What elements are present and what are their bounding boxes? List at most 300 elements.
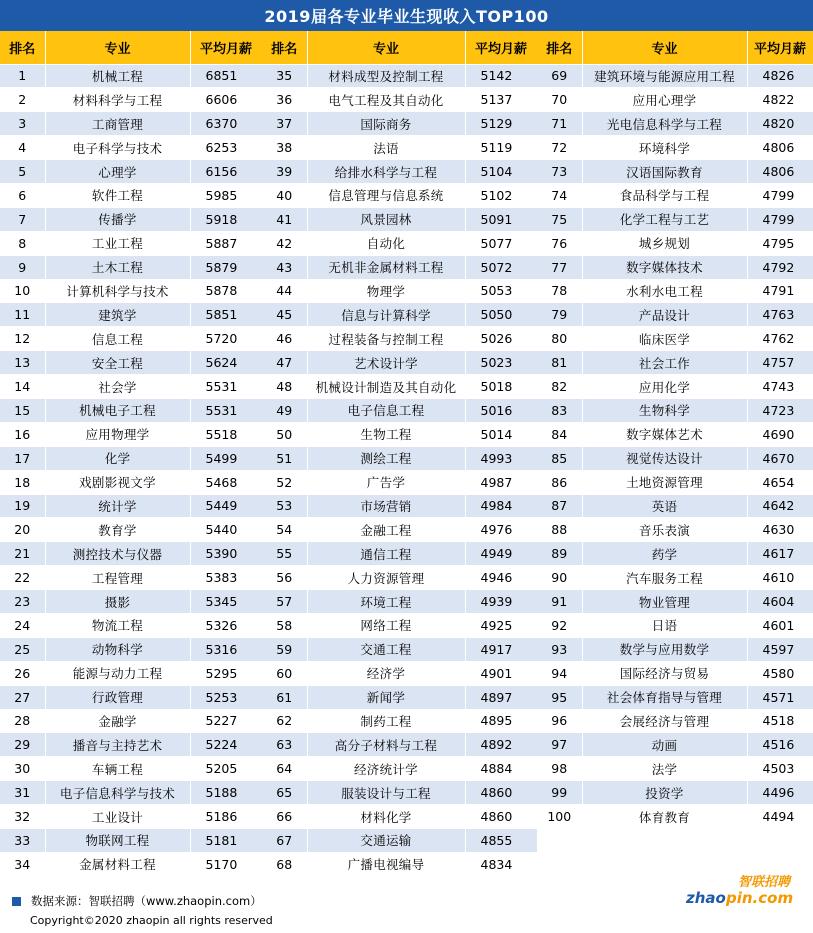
table-row [0,327,262,351]
cell-major: 车辆工程 [45,757,190,781]
table-row [0,852,262,876]
table-row [537,518,813,542]
cell-rank: 44 [262,279,307,303]
cell-rank: 14 [0,375,45,399]
cell-rank: 41 [262,207,307,231]
table-row [0,88,262,112]
cell-major: 给排水科学与工程 [307,160,465,184]
cell-major: 机械设计制造及其自动化 [307,375,465,399]
cell-major: 会展经济与管理 [582,709,747,733]
cell-major: 制药工程 [307,709,465,733]
table-row [537,183,813,207]
cell-salary: 5345 [190,590,262,614]
cell-rank: 72 [537,136,582,160]
cell-major: 社会学 [45,375,190,399]
cell-salary: 5224 [190,733,262,757]
cell-rank: 68 [262,852,307,876]
cell-rank: 76 [537,231,582,255]
cell-major: 体育教育 [582,805,747,829]
cell-salary: 4949 [465,542,537,566]
cell-rank: 96 [537,709,582,733]
cell-major: 投资学 [582,781,747,805]
salary-table-col-2 [262,31,538,877]
cell-rank: 73 [537,160,582,184]
cell-salary: 5181 [190,829,262,853]
cell-salary: 5091 [465,207,537,231]
table-row [0,279,262,303]
cell-rank: 74 [537,183,582,207]
cell-rank: 88 [537,518,582,542]
cell-major: 播音与主持艺术 [45,733,190,757]
table-row [0,112,262,136]
cell-major: 物联网工程 [45,829,190,853]
cell-salary: 5016 [465,398,537,422]
table-row [0,590,262,614]
cell-rank: 87 [537,494,582,518]
cell-major: 服装设计与工程 [307,781,465,805]
table-row [537,255,813,279]
cell-major: 日语 [582,613,747,637]
table-row [0,64,262,88]
data-source [12,893,262,909]
cell-rank: 67 [262,829,307,853]
cell-major: 计算机科学与技术 [45,279,190,303]
cell-major: 英语 [582,494,747,518]
cell-major: 电子科学与技术 [45,136,190,160]
cell-rank: 63 [262,733,307,757]
table-row [262,685,537,709]
cell-rank: 20 [0,518,45,542]
cell-major: 无机非金属材料工程 [307,255,465,279]
cell-salary: 4925 [465,613,537,637]
cell-rank: 32 [0,805,45,829]
table-row [0,470,262,494]
table-row [537,494,813,518]
cell-salary: 4494 [747,805,813,829]
cell-rank: 4 [0,136,45,160]
table-row [262,757,537,781]
cell-major: 交通工程 [307,637,465,661]
table-row [262,637,537,661]
cell-rank: 13 [0,351,45,375]
cell-salary: 5170 [190,852,262,876]
source-text: 数据来源：智联招聘（www.zhaopin.com） [31,894,262,908]
cell-salary: 5879 [190,255,262,279]
cell-salary: 4799 [747,207,813,231]
table-row [537,470,813,494]
cell-major: 物流工程 [45,613,190,637]
cell-major: 摄影 [45,590,190,614]
table-row [537,160,813,184]
cell-salary: 5053 [465,279,537,303]
table-row [262,64,537,88]
table-row [537,64,813,88]
table-row [262,255,537,279]
cell-rank: 89 [537,542,582,566]
table-row [262,160,537,184]
cell-major: 数学与应用数学 [582,637,747,661]
table-row [262,446,537,470]
cell-major: 工业设计 [45,805,190,829]
cell-rank: 36 [262,88,307,112]
cell-salary: 4743 [747,375,813,399]
cell-major: 教育学 [45,518,190,542]
cell-rank: 27 [0,685,45,709]
cell-salary: 5077 [465,231,537,255]
table-row [0,494,262,518]
cell-salary: 4901 [465,661,537,685]
cell-rank: 51 [262,446,307,470]
cell-rank: 58 [262,613,307,637]
cell-salary: 4834 [465,852,537,876]
table-row [0,160,262,184]
cell-major: 信息管理与信息系统 [307,183,465,207]
cell-salary: 5104 [465,160,537,184]
table-row [537,303,813,327]
cell-major: 行政管理 [45,685,190,709]
cell-rank: 48 [262,375,307,399]
cell-salary: 5518 [190,422,262,446]
cell-salary: 5316 [190,637,262,661]
table-row [537,398,813,422]
header-salary: 平均月薪 [747,31,813,64]
cell-major: 自动化 [307,231,465,255]
cell-salary: 5326 [190,613,262,637]
table-row [537,637,813,661]
table-row [0,829,262,853]
cell-salary: 4723 [747,398,813,422]
cell-major: 音乐表演 [582,518,747,542]
cell-salary: 4917 [465,637,537,661]
cell-rank: 66 [262,805,307,829]
cell-salary: 4806 [747,160,813,184]
cell-salary: 5102 [465,183,537,207]
cell-salary: 4670 [747,446,813,470]
cell-rank: 11 [0,303,45,327]
cell-salary: 4518 [747,709,813,733]
cell-rank: 91 [537,590,582,614]
cell-salary: 4601 [747,613,813,637]
cell-rank: 31 [0,781,45,805]
logo-cn: 智联招聘 [738,875,791,890]
cell-salary: 4822 [747,88,813,112]
cell-major: 传播学 [45,207,190,231]
table-row [262,112,537,136]
table-row [262,542,537,566]
cell-salary: 5985 [190,183,262,207]
cell-rank: 45 [262,303,307,327]
cell-salary: 5129 [465,112,537,136]
cell-rank: 2 [0,88,45,112]
cell-salary: 4799 [747,183,813,207]
cell-major: 国际经济与贸易 [582,661,747,685]
cell-rank: 16 [0,422,45,446]
cell-major: 广播电视编导 [307,852,465,876]
header-major: 专业 [582,31,747,64]
cell-salary: 4604 [747,590,813,614]
table-row [262,805,537,829]
cell-rank: 61 [262,685,307,709]
cell-major: 社会工作 [582,351,747,375]
table-row [0,136,262,160]
cell-major: 城乡规划 [582,231,747,255]
cell-rank: 15 [0,398,45,422]
cell-rank: 97 [537,733,582,757]
cell-major: 汉语国际教育 [582,160,747,184]
cell-rank: 85 [537,446,582,470]
cell-salary: 5186 [190,805,262,829]
cell-salary: 5023 [465,351,537,375]
cell-major: 测控技术与仪器 [45,542,190,566]
cell-major: 工商管理 [45,112,190,136]
cell-salary: 4654 [747,470,813,494]
cell-salary: 4895 [465,709,537,733]
cell-salary: 4642 [747,494,813,518]
cell-salary: 4820 [747,112,813,136]
header-salary: 平均月薪 [465,31,537,64]
cell-major: 化学工程与工艺 [582,207,747,231]
table-row [537,757,813,781]
cell-salary: 5050 [465,303,537,327]
table-row [0,709,262,733]
cell-salary: 5142 [465,64,537,88]
cell-rank: 80 [537,327,582,351]
table-row [537,542,813,566]
cell-rank: 3 [0,112,45,136]
cell-rank: 26 [0,661,45,685]
table-row [0,446,262,470]
table-row [0,542,262,566]
table-row [537,112,813,136]
cell-rank: 98 [537,757,582,781]
logo-en-left: zhao [686,889,726,907]
cell-salary: 4860 [465,781,537,805]
cell-major: 交通运输 [307,829,465,853]
cell-rank: 10 [0,279,45,303]
table-row [537,207,813,231]
header-rank: 排名 [0,31,45,64]
cell-salary: 4806 [747,136,813,160]
table-row [0,637,262,661]
cell-rank: 92 [537,613,582,637]
cell-major: 环境科学 [582,136,747,160]
cell-rank: 35 [262,64,307,88]
table-row [537,279,813,303]
cell-salary: 5851 [190,303,262,327]
header-salary: 平均月薪 [190,31,262,64]
table-row [0,733,262,757]
cell-major: 社会体育指导与管理 [582,685,747,709]
cell-rank: 50 [262,422,307,446]
cell-salary: 5624 [190,351,262,375]
cell-salary: 4610 [747,566,813,590]
cell-salary: 4884 [465,757,537,781]
header-rank: 排名 [537,31,582,64]
cell-salary: 5390 [190,542,262,566]
cell-salary: 5878 [190,279,262,303]
cell-salary: 4946 [465,566,537,590]
cell-salary: 6851 [190,64,262,88]
table-row [537,566,813,590]
table-row [537,590,813,614]
cell-major: 金融工程 [307,518,465,542]
cell-major: 动物科学 [45,637,190,661]
table-row [0,566,262,590]
cell-salary: 4939 [465,590,537,614]
cell-salary: 4762 [747,327,813,351]
cell-salary: 5072 [465,255,537,279]
cell-major: 信息与计算科学 [307,303,465,327]
cell-salary: 5295 [190,661,262,685]
cell-salary: 5499 [190,446,262,470]
cell-major: 产品设计 [582,303,747,327]
cell-salary: 5887 [190,231,262,255]
cell-salary: 6253 [190,136,262,160]
table-row [262,518,537,542]
table-row [262,375,537,399]
salary-table-col-3 [537,31,813,829]
table-row [262,351,537,375]
cell-rank: 75 [537,207,582,231]
table-row [537,781,813,805]
table-row [537,613,813,637]
cell-rank: 71 [537,112,582,136]
cell-rank: 28 [0,709,45,733]
table-row [537,709,813,733]
logo-en-right: pin.com [726,889,794,907]
cell-salary: 5383 [190,566,262,590]
cell-rank: 46 [262,327,307,351]
cell-major: 物业管理 [582,590,747,614]
cell-rank: 21 [0,542,45,566]
cell-rank: 1 [0,64,45,88]
cell-salary: 4892 [465,733,537,757]
table-row [262,566,537,590]
table-row [0,303,262,327]
cell-major: 风景园林 [307,207,465,231]
cell-salary: 4826 [747,64,813,88]
cell-rank: 93 [537,637,582,661]
cell-major: 经济统计学 [307,757,465,781]
table-row [0,757,262,781]
table-row [262,494,537,518]
table-row [0,231,262,255]
cell-rank: 7 [0,207,45,231]
cell-major: 国际商务 [307,112,465,136]
cell-salary: 5018 [465,375,537,399]
table-row [0,351,262,375]
cell-rank: 82 [537,375,582,399]
cell-rank: 62 [262,709,307,733]
table-row [537,136,813,160]
cell-major: 过程装备与控制工程 [307,327,465,351]
cell-rank: 79 [537,303,582,327]
cell-major: 测绘工程 [307,446,465,470]
cell-major: 人力资源管理 [307,566,465,590]
table-row [0,805,262,829]
cell-rank: 52 [262,470,307,494]
cell-salary: 4503 [747,757,813,781]
cell-major: 经济学 [307,661,465,685]
cell-major: 汽车服务工程 [582,566,747,590]
table-row [262,590,537,614]
cell-salary: 4987 [465,470,537,494]
cell-major: 动画 [582,733,747,757]
table-row [537,685,813,709]
cell-major: 金属材料工程 [45,852,190,876]
cell-rank: 8 [0,231,45,255]
cell-major: 环境工程 [307,590,465,614]
table-row [537,805,813,829]
table-row [0,422,262,446]
cell-salary: 4792 [747,255,813,279]
cell-rank: 29 [0,733,45,757]
cell-major: 机械电子工程 [45,398,190,422]
cell-rank: 70 [537,88,582,112]
cell-major: 物理学 [307,279,465,303]
cell-major: 应用物理学 [45,422,190,446]
cell-major: 材料科学与工程 [45,88,190,112]
cell-salary: 4791 [747,279,813,303]
salary-table-col-1 [0,31,263,877]
cell-major: 电子信息工程 [307,398,465,422]
cell-salary: 5440 [190,518,262,542]
cell-major: 广告学 [307,470,465,494]
cell-rank: 23 [0,590,45,614]
cell-rank: 49 [262,398,307,422]
cell-salary: 5014 [465,422,537,446]
cell-major: 高分子材料与工程 [307,733,465,757]
cell-salary: 4984 [465,494,537,518]
cell-major: 土地资源管理 [582,470,747,494]
cell-rank: 54 [262,518,307,542]
cell-salary: 4571 [747,685,813,709]
cell-rank: 37 [262,112,307,136]
cell-salary: 4516 [747,733,813,757]
cell-rank: 57 [262,590,307,614]
cell-rank: 22 [0,566,45,590]
cell-rank: 53 [262,494,307,518]
cell-salary: 4617 [747,542,813,566]
cell-salary: 4795 [747,231,813,255]
cell-salary: 6370 [190,112,262,136]
table-row [0,183,262,207]
cell-salary: 4860 [465,805,537,829]
table-row [0,781,262,805]
cell-salary: 5227 [190,709,262,733]
cell-rank: 60 [262,661,307,685]
cell-salary: 5119 [465,136,537,160]
table-row [262,829,537,853]
table-row [0,375,262,399]
cell-salary: 5468 [190,470,262,494]
table-row [537,733,813,757]
cell-salary: 5253 [190,685,262,709]
cell-major: 土木工程 [45,255,190,279]
cell-salary: 4597 [747,637,813,661]
cell-rank: 47 [262,351,307,375]
table-row [0,398,262,422]
header-rank: 排名 [262,31,307,64]
cell-rank: 33 [0,829,45,853]
table-row [262,733,537,757]
cell-major: 网络工程 [307,613,465,637]
cell-major: 统计学 [45,494,190,518]
cell-salary: 5720 [190,327,262,351]
table-row [262,207,537,231]
cell-major: 材料成型及控制工程 [307,64,465,88]
cell-major: 心理学 [45,160,190,184]
